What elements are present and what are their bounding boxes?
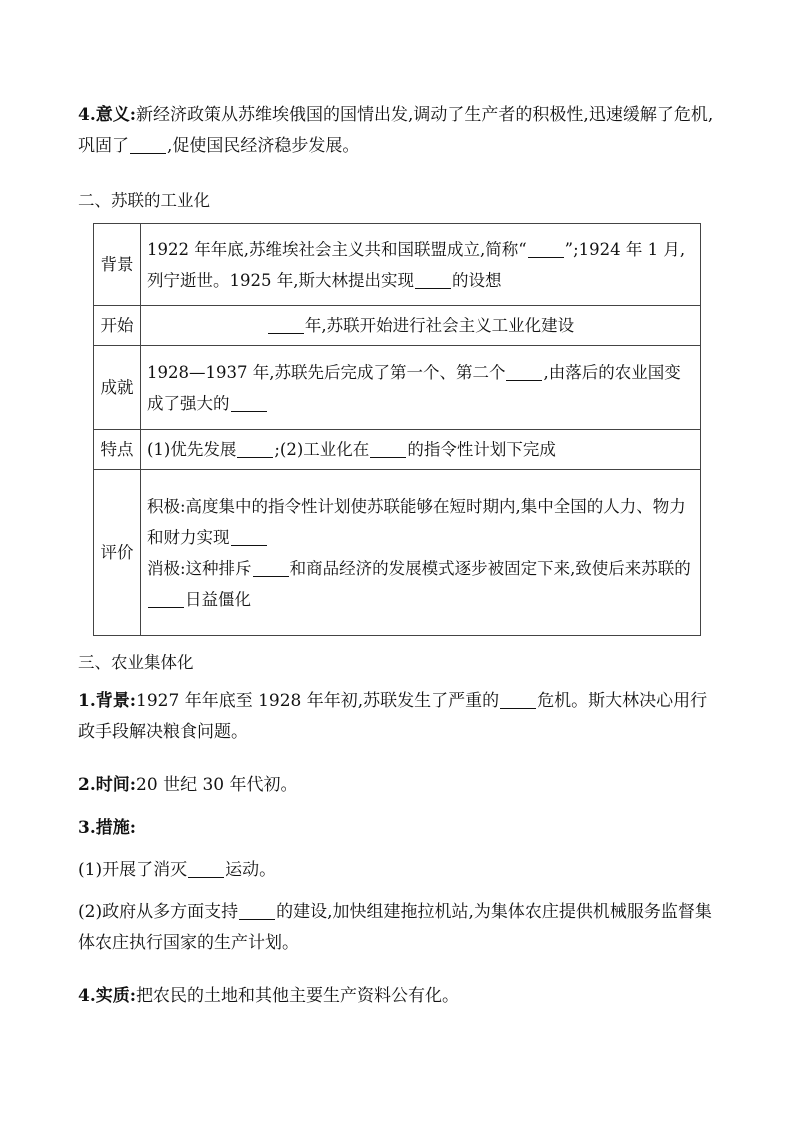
- cell-text: ”;1924 年 1 月,列宁逝世。1925 年,斯大林提出实现: [147, 239, 686, 290]
- background-paragraph: [78, 686, 718, 748]
- row-key-background: 背景: [94, 224, 141, 306]
- table-row: [94, 224, 701, 306]
- fill-blank[interactable]: [130, 152, 166, 154]
- industrialization-table: [93, 223, 701, 636]
- paragraph-text: 运动。: [225, 860, 277, 880]
- paragraph-text: 20 世纪 30 年代初。: [136, 775, 298, 795]
- measure-1: [78, 855, 718, 886]
- fill-blank[interactable]: [231, 544, 267, 546]
- cell-text: (1)优先发展: [147, 440, 237, 459]
- row-key-achievement: 成就: [94, 346, 141, 430]
- fill-blank[interactable]: [231, 410, 267, 412]
- section-heading-industrialization: 二、苏联的工业化: [78, 191, 210, 210]
- paragraph-text: (2)政府从多方面支持: [78, 902, 239, 922]
- row-key-start: 开始: [94, 306, 141, 346]
- fill-blank[interactable]: [253, 575, 289, 577]
- fill-blank[interactable]: [148, 606, 184, 608]
- cell-text: 消极:这种排斥: [147, 558, 252, 578]
- row-value-background: [141, 224, 701, 306]
- cell-text: 年,苏联开始进行社会主义工业化建设: [304, 316, 575, 335]
- cell-text: 和商品经济的发展模式逐步被固定下来,致使后来苏联的: [289, 558, 691, 578]
- time-paragraph: [78, 770, 718, 801]
- fill-blank[interactable]: [500, 707, 536, 709]
- paragraph-text: 把农民的土地和其他主要生产资料公有化。: [136, 986, 460, 1006]
- background-label: 1.背景:: [78, 691, 137, 711]
- meaning-label: 4.意义:: [78, 105, 137, 125]
- fill-blank[interactable]: [415, 287, 451, 289]
- cell-text: 日益僵化: [185, 589, 251, 609]
- paragraph-text: 1927 年年底至 1928 年年初,苏联发生了严重的: [136, 691, 500, 711]
- cell-text: 的指令性计划下完成: [407, 440, 556, 459]
- paragraph-text: 危机。斯大林决心用行政手段解决粮食问题。: [78, 691, 708, 742]
- measure-2: [78, 897, 718, 959]
- measures-label: 3.措施:: [78, 818, 137, 838]
- table-row: [94, 470, 701, 636]
- section-heading-collectivization: 三、农业集体化: [78, 653, 194, 672]
- meaning-text-2: ,促使国民经济稳步发展。: [167, 136, 360, 156]
- evaluation-positive: [147, 491, 694, 553]
- essence-paragraph: [78, 981, 718, 1012]
- row-value-evaluation: [141, 470, 701, 636]
- fill-blank[interactable]: [370, 456, 406, 458]
- fill-blank[interactable]: [188, 876, 224, 878]
- meaning-text-1: 新经济政策从苏维埃俄国的国情出发,调动了生产者的积极性,迅速缓解了危机,巩固了: [78, 105, 714, 156]
- row-key-evaluation: 评价: [94, 470, 141, 636]
- row-value-start: [141, 306, 701, 346]
- evaluation-negative: [147, 553, 694, 615]
- fill-blank[interactable]: [506, 379, 542, 381]
- cell-text: 1928—1937 年,苏联先后完成了第一个、第二个: [147, 362, 506, 382]
- row-key-features: 特点: [94, 430, 141, 470]
- paragraph-text: 的建设,加快组建拖拉机站,为集体农庄提供机械服务监督集体农庄执行国家的生产计划。: [78, 902, 712, 953]
- row-value-features: [141, 430, 701, 470]
- table-row: [94, 306, 701, 346]
- fill-blank[interactable]: [528, 256, 564, 258]
- time-label: 2.时间:: [78, 775, 137, 795]
- measures-heading: [78, 813, 718, 844]
- cell-text: ;(2)工业化在: [274, 440, 370, 459]
- meaning-paragraph: [78, 100, 718, 162]
- cell-text: 的设想: [451, 270, 502, 290]
- table-row: [94, 346, 701, 430]
- cell-text: 1922 年年底,苏维埃社会主义共和国联盟成立,简称“: [147, 239, 527, 259]
- fill-blank[interactable]: [237, 456, 273, 458]
- table-row: [94, 430, 701, 470]
- paragraph-text: (1)开展了消灭: [78, 860, 188, 880]
- row-value-achievement: [141, 346, 701, 430]
- fill-blank[interactable]: [268, 332, 304, 334]
- essence-label: 4.实质:: [78, 986, 137, 1006]
- fill-blank[interactable]: [239, 918, 275, 920]
- cell-text: 积极:高度集中的指令性计划使苏联能够在短时期内,集中全国的人力、物力和财力实现: [147, 496, 686, 547]
- cell-text: ,由落后的农业国变成了强大的: [147, 362, 681, 413]
